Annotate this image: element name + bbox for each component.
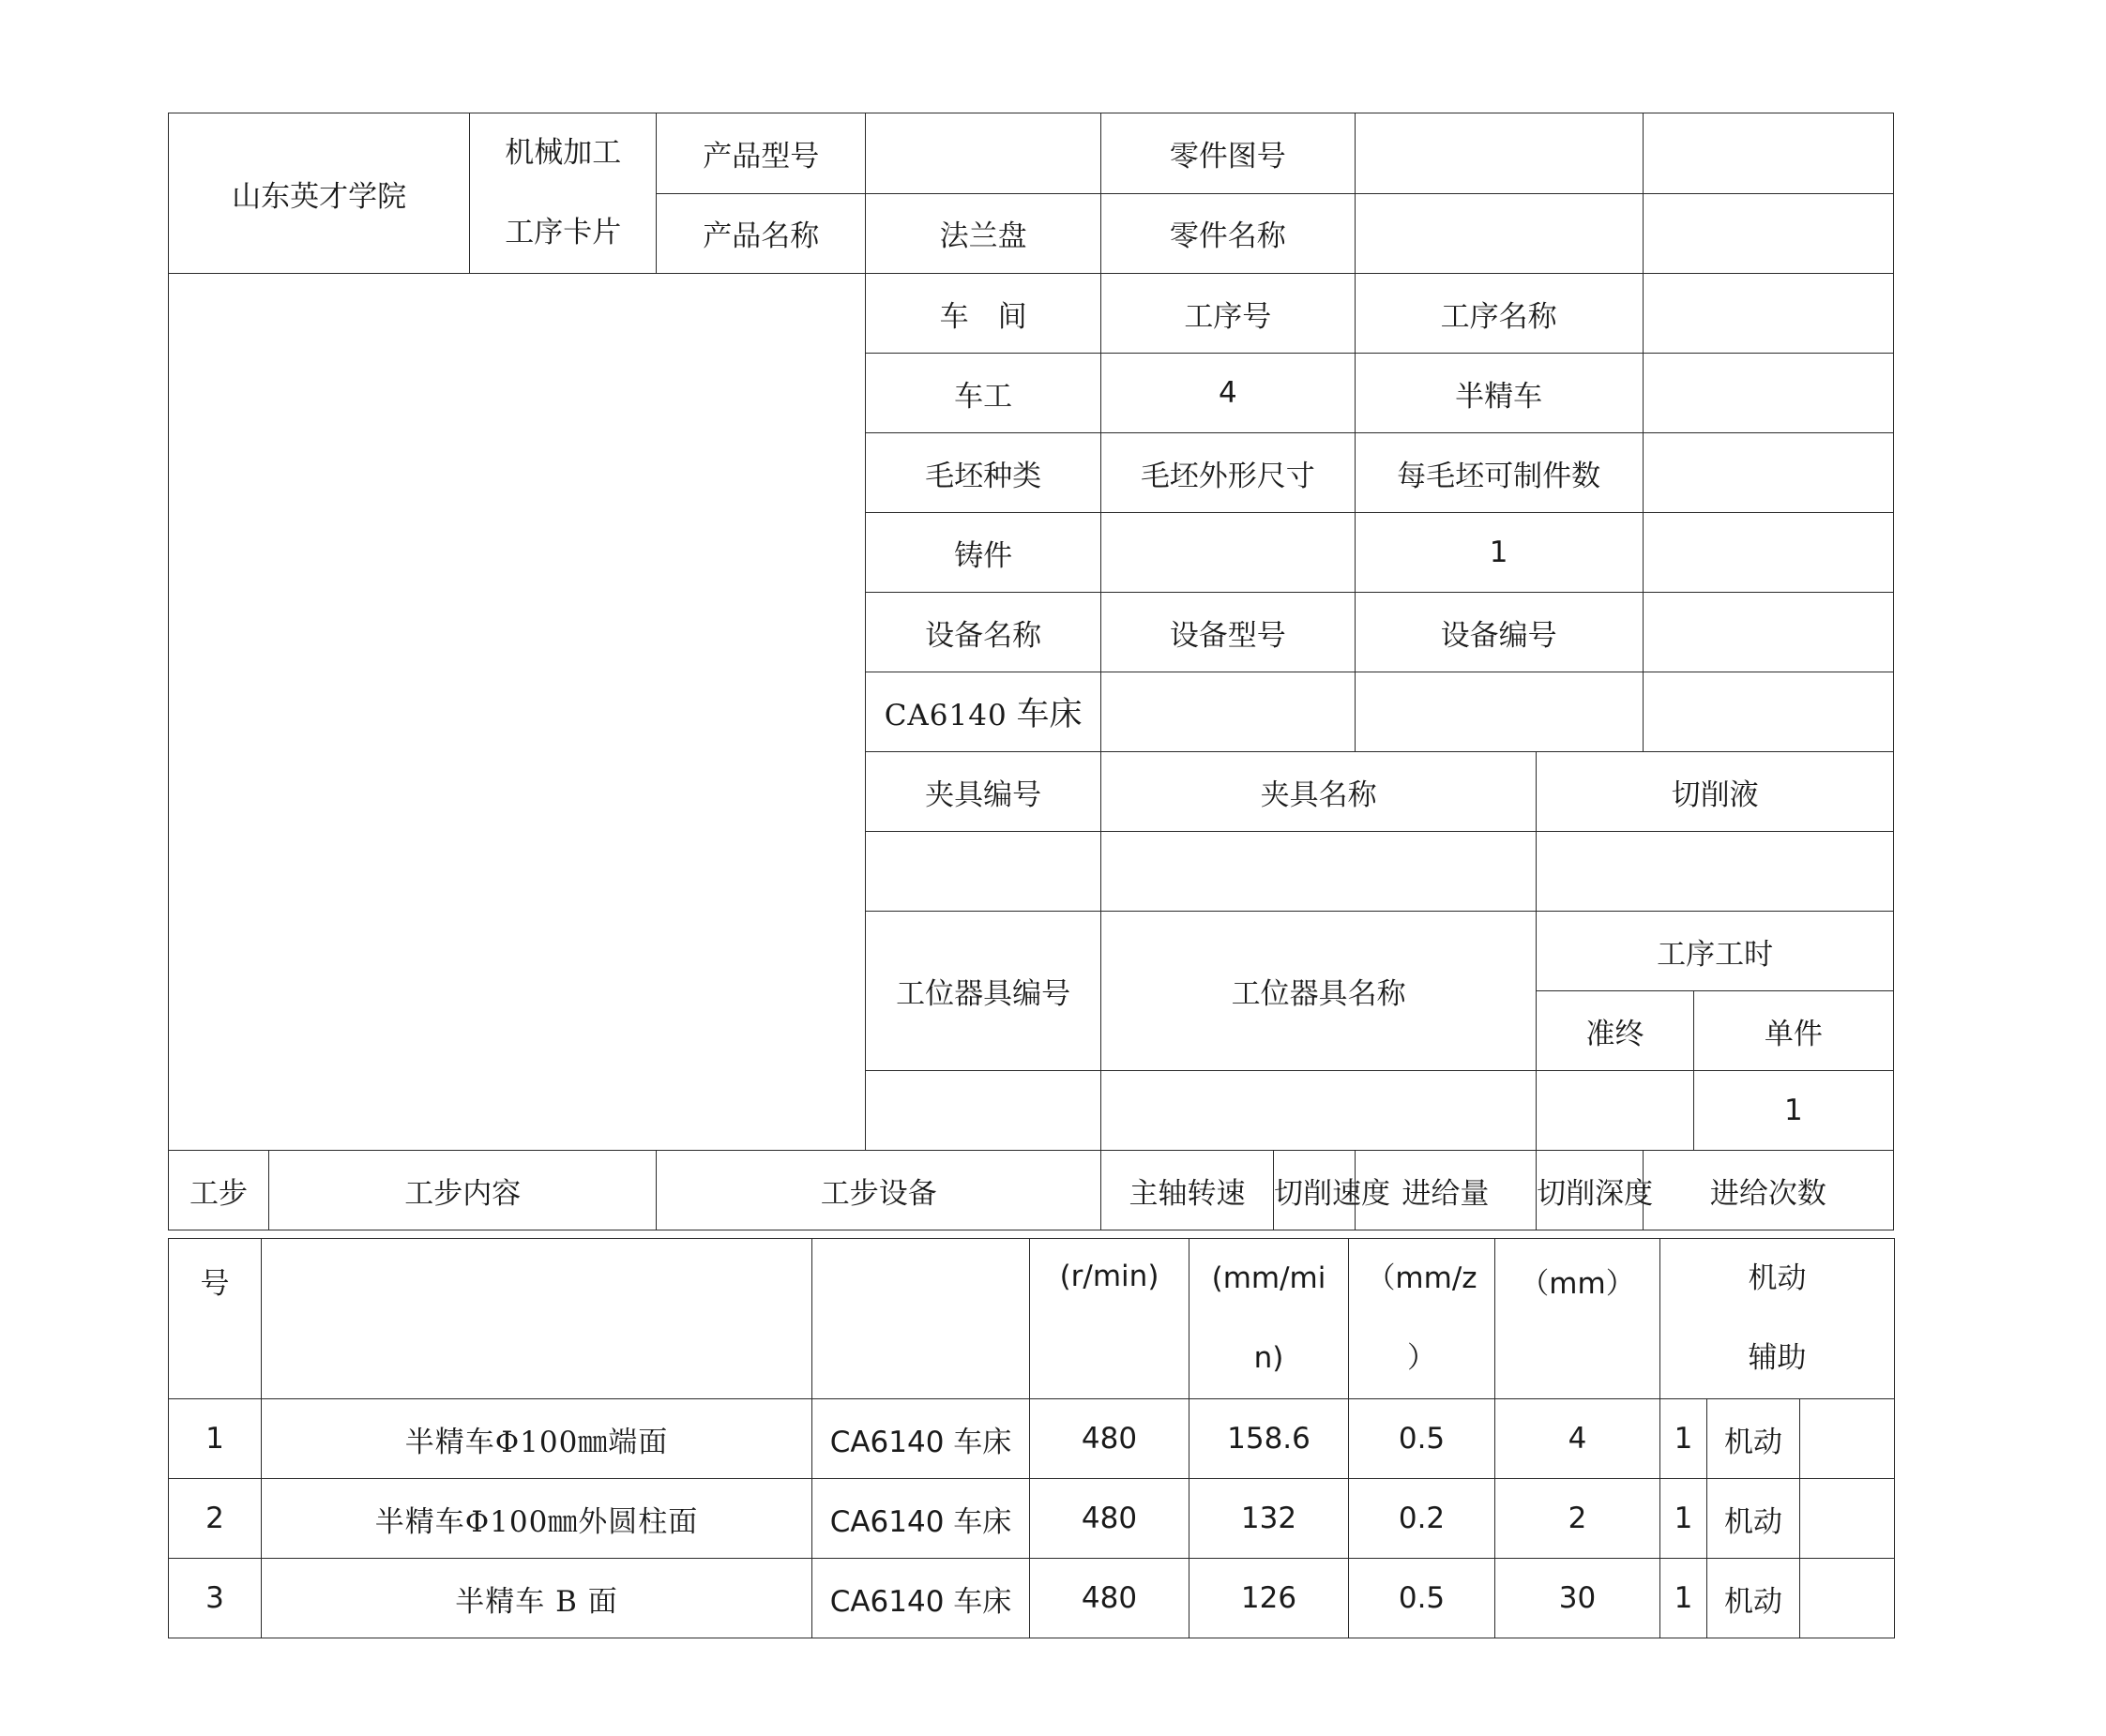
step-no: 3 (169, 1559, 262, 1638)
info-row-1 (169, 274, 1894, 354)
cutting-speed-unit (1189, 1239, 1349, 1399)
step-equipment-unit-cell (812, 1239, 1030, 1399)
info-empty-cell (1643, 513, 1893, 593)
product-name-value: 法兰盘 (866, 193, 1101, 274)
fixture-no-label: 夹具编号 (866, 752, 1101, 832)
step-depth: 4 (1495, 1399, 1660, 1479)
step-aux-cell (1800, 1559, 1895, 1638)
parts-per-blank-label: 每毛坯可制件数 (1355, 433, 1643, 513)
step-row (169, 1559, 1895, 1638)
blank-type-value: 铸件 (866, 513, 1101, 593)
step-equipment: CA6140 车床 (812, 1479, 1030, 1559)
station-tool-no-label: 工位器具编号 (866, 912, 1101, 1071)
feed-unit (1349, 1239, 1495, 1399)
step-feed: 0.5 (1349, 1399, 1495, 1479)
step-passes: 1 (1660, 1399, 1707, 1479)
cutting-speed-unit-line2: n) (1253, 1341, 1284, 1375)
equipment-name-value (866, 672, 1101, 752)
step-mode: 机动 (1707, 1479, 1800, 1559)
part-name-label: 零件名称 (1101, 193, 1355, 274)
equipment-model-label: 设备型号 (1101, 593, 1355, 672)
step-no: 1 (169, 1399, 262, 1479)
process-no-value: 4 (1101, 354, 1355, 433)
blank-size-value (1101, 513, 1355, 593)
step-feed: 0.2 (1349, 1479, 1495, 1559)
fixture-no-value (866, 832, 1101, 912)
process-name-value: 半精车 (1355, 354, 1643, 433)
cutting-speed-header: 切削速度 (1274, 1151, 1356, 1230)
step-depth: 30 (1495, 1559, 1660, 1638)
step-no: 2 (169, 1479, 262, 1559)
card-type-line1: 机械加工 (505, 136, 622, 170)
header-empty-cell (1643, 193, 1893, 274)
station-tool-name-label: 工位器具名称 (1101, 912, 1537, 1071)
step-spindle-speed: 480 (1030, 1559, 1189, 1638)
blank-type-label: 毛坯种类 (866, 433, 1101, 513)
step-content: 半精车Φ100㎜外圆柱面 (262, 1479, 812, 1559)
step-passes: 1 (1660, 1479, 1707, 1559)
passes-aux-label: 辅助 (1748, 1341, 1807, 1375)
process-time-label: 工序工时 (1537, 912, 1894, 991)
coolant-label: 切削液 (1537, 752, 1894, 832)
step-feed: 0.5 (1349, 1559, 1495, 1638)
step-no-header-cont: 号 (169, 1239, 262, 1399)
unit-label: 单件 (1693, 991, 1893, 1071)
equipment-name-label: 设备名称 (866, 593, 1101, 672)
depth-unit: （mm） (1495, 1239, 1660, 1399)
passes-auto-label: 机动 (1748, 1261, 1807, 1295)
station-tool-no-value (866, 1071, 1101, 1151)
step-equipment-header: 工步设备 (657, 1151, 1101, 1230)
step-cutting-speed: 132 (1189, 1479, 1349, 1559)
product-model-value (866, 113, 1101, 194)
step-mode: 机动 (1707, 1559, 1800, 1638)
depth-header: 切削深度 (1537, 1151, 1644, 1230)
step-content-unit-cell (262, 1239, 812, 1399)
process-no-label: 工序号 (1101, 274, 1355, 354)
info-empty-cell (1643, 354, 1893, 433)
step-depth: 2 (1495, 1479, 1660, 1559)
step-passes: 1 (1660, 1559, 1707, 1638)
parts-per-blank-value: 1 (1355, 513, 1643, 593)
step-cutting-speed: 158.6 (1189, 1399, 1349, 1479)
step-content: 半精车 B 面 (262, 1559, 812, 1638)
info-empty-cell (1643, 433, 1893, 513)
equipment-model-value (1101, 672, 1355, 752)
step-no-header: 工步 (169, 1151, 269, 1230)
passes-modes (1660, 1239, 1895, 1399)
card-type (470, 113, 657, 274)
step-content: 半精车Φ100㎜端面 (262, 1399, 812, 1479)
prep-final-value (1537, 1071, 1694, 1151)
product-name-label: 产品名称 (657, 193, 866, 274)
step-row (169, 1479, 1895, 1559)
step-aux-cell (1800, 1399, 1895, 1479)
feed-unit-line1: （mm/z (1366, 1261, 1477, 1295)
station-tool-name-value (1101, 1071, 1537, 1151)
passes-header: 进给次数 (1643, 1151, 1893, 1230)
steps-units-row (169, 1239, 1895, 1399)
step-spindle-speed: 480 (1030, 1479, 1189, 1559)
info-empty-cell (1643, 593, 1893, 672)
cutting-speed-unit-line1: (mm/mi (1211, 1261, 1326, 1295)
sketch-area (169, 274, 866, 1151)
process-card-upper-table (168, 113, 1894, 1230)
header-empty-cell (1643, 113, 1893, 194)
spindle-speed-unit: (r/min) (1030, 1239, 1189, 1399)
spindle-speed-header: 主轴转速 (1101, 1151, 1274, 1230)
steps-header-row (169, 1151, 1894, 1230)
equipment-name-value-cjk: 车床 (1016, 696, 1083, 733)
step-content-header: 工步内容 (269, 1151, 657, 1230)
equipment-name-value-latin: CA6140 (884, 699, 1008, 732)
step-equipment: CA6140 车床 (812, 1399, 1030, 1479)
blank-size-label: 毛坯外形尺寸 (1101, 433, 1355, 513)
prep-final-label: 准终 (1537, 991, 1694, 1071)
process-steps-table (168, 1238, 1895, 1638)
fixture-name-value (1101, 832, 1537, 912)
step-row (169, 1399, 1895, 1479)
part-name-value (1355, 193, 1643, 274)
unit-value: 1 (1693, 1071, 1893, 1151)
school-name: 山东英才学院 (169, 113, 470, 274)
info-empty-cell (1643, 274, 1893, 354)
step-spindle-speed: 480 (1030, 1399, 1189, 1479)
part-drawing-no-label: 零件图号 (1101, 113, 1355, 194)
coolant-value (1537, 832, 1894, 912)
step-cutting-speed: 126 (1189, 1559, 1349, 1638)
info-empty-cell (1643, 672, 1893, 752)
workshop-value: 车工 (866, 354, 1101, 433)
step-aux-cell (1800, 1479, 1895, 1559)
step-equipment: CA6140 车床 (812, 1559, 1030, 1638)
header-row-1 (169, 113, 1894, 194)
feed-unit-line2: ） (1407, 1341, 1436, 1375)
step-mode: 机动 (1707, 1399, 1800, 1479)
equipment-no-value (1355, 672, 1643, 752)
part-drawing-no-value (1355, 113, 1643, 194)
product-model-label: 产品型号 (657, 113, 866, 194)
workshop-label: 车 间 (866, 274, 1101, 354)
fixture-name-label: 夹具名称 (1101, 752, 1537, 832)
feed-header: 进给量 (1355, 1151, 1537, 1230)
process-name-label: 工序名称 (1355, 274, 1643, 354)
card-type-line2: 工序卡片 (505, 216, 622, 249)
equipment-no-label: 设备编号 (1355, 593, 1643, 672)
